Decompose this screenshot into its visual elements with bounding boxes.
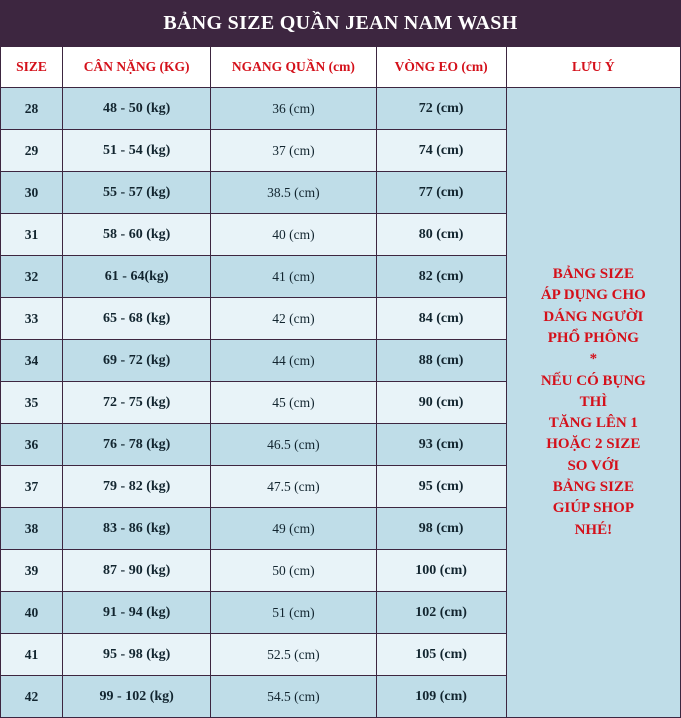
cell-weight: 87 - 90 (kg)	[63, 550, 211, 592]
cell-size: 36	[1, 424, 63, 466]
cell-vong-eo: 88 (cm)	[376, 340, 506, 382]
cell-vong-eo: 84 (cm)	[376, 298, 506, 340]
cell-weight: 99 - 102 (kg)	[63, 676, 211, 718]
note-line: PHỔ PHÔNG	[547, 329, 639, 346]
cell-weight: 95 - 98 (kg)	[63, 634, 211, 676]
cell-weight: 69 - 72 (kg)	[63, 340, 211, 382]
note-line: BẢNG SIZE	[552, 266, 634, 283]
cell-ngang-quan: 36 (cm)	[211, 88, 376, 130]
note-line: ÁP DỤNG CHO	[540, 287, 646, 304]
cell-size: 40	[1, 592, 63, 634]
cell-vong-eo: 100 (cm)	[376, 550, 506, 592]
cell-ngang-quan: 45 (cm)	[211, 382, 376, 424]
cell-ngang-quan: 51 (cm)	[211, 592, 376, 634]
cell-ngang-quan: 40 (cm)	[211, 214, 376, 256]
column-header-weight: CÂN NẶNG (KG)	[63, 47, 211, 88]
column-header-ngang-quan: NGANG QUẦN (cm)	[211, 47, 376, 88]
note-line: DÁNG NGƯỜI	[543, 308, 644, 325]
cell-ngang-quan: 41 (cm)	[211, 256, 376, 298]
cell-size: 32	[1, 256, 63, 298]
cell-vong-eo: 77 (cm)	[376, 172, 506, 214]
size-table	[0, 46, 681, 718]
table-row	[1, 88, 681, 130]
cell-ngang-quan: 47.5 (cm)	[211, 466, 376, 508]
cell-size: 39	[1, 550, 63, 592]
column-header-luu-y: LƯU Ý	[506, 47, 680, 88]
note-line: HOẶC 2 SIZE	[546, 436, 641, 453]
cell-weight: 65 - 68 (kg)	[63, 298, 211, 340]
cell-weight: 48 - 50 (kg)	[63, 88, 211, 130]
cell-vong-eo: 80 (cm)	[376, 214, 506, 256]
note-line: SO VỚI	[567, 457, 620, 474]
note-line: BẢNG SIZE	[552, 479, 634, 496]
page-title: BẢNG SIZE QUẦN JEAN NAM WASH	[0, 0, 681, 46]
cell-vong-eo: 109 (cm)	[376, 676, 506, 718]
cell-weight: 91 - 94 (kg)	[63, 592, 211, 634]
note-line: TĂNG LÊN 1	[548, 415, 638, 432]
cell-weight: 55 - 57 (kg)	[63, 172, 211, 214]
cell-vong-eo: 93 (cm)	[376, 424, 506, 466]
note-line: *	[589, 351, 598, 368]
table-header-row	[1, 47, 681, 88]
cell-weight: 61 - 64(kg)	[63, 256, 211, 298]
cell-weight: 58 - 60 (kg)	[63, 214, 211, 256]
cell-weight: 76 - 78 (kg)	[63, 424, 211, 466]
cell-vong-eo: 105 (cm)	[376, 634, 506, 676]
cell-vong-eo: 95 (cm)	[376, 466, 506, 508]
cell-size: 33	[1, 298, 63, 340]
cell-ngang-quan: 49 (cm)	[211, 508, 376, 550]
cell-ngang-quan: 52.5 (cm)	[211, 634, 376, 676]
cell-size: 41	[1, 634, 63, 676]
cell-vong-eo: 82 (cm)	[376, 256, 506, 298]
cell-ngang-quan: 44 (cm)	[211, 340, 376, 382]
cell-weight: 79 - 82 (kg)	[63, 466, 211, 508]
table-body	[1, 88, 681, 718]
cell-ngang-quan: 42 (cm)	[211, 298, 376, 340]
cell-size: 28	[1, 88, 63, 130]
cell-ngang-quan: 46.5 (cm)	[211, 424, 376, 466]
cell-ngang-quan: 50 (cm)	[211, 550, 376, 592]
cell-size: 35	[1, 382, 63, 424]
cell-vong-eo: 98 (cm)	[376, 508, 506, 550]
cell-ngang-quan: 37 (cm)	[211, 130, 376, 172]
cell-weight: 72 - 75 (kg)	[63, 382, 211, 424]
cell-size: 31	[1, 214, 63, 256]
cell-ngang-quan: 54.5 (cm)	[211, 676, 376, 718]
note-line: NẾU CÓ BỤNG	[540, 372, 646, 389]
cell-vong-eo: 74 (cm)	[376, 130, 506, 172]
cell-weight: 83 - 86 (kg)	[63, 508, 211, 550]
cell-size: 37	[1, 466, 63, 508]
cell-vong-eo: 90 (cm)	[376, 382, 506, 424]
cell-vong-eo: 102 (cm)	[376, 592, 506, 634]
cell-size: 38	[1, 508, 63, 550]
cell-size: 42	[1, 676, 63, 718]
note-panel	[506, 88, 680, 718]
note-line: GIÚP SHOP	[552, 500, 634, 517]
cell-vong-eo: 72 (cm)	[376, 88, 506, 130]
note-line: NHÉ!	[574, 521, 613, 538]
note-line: THÌ	[579, 393, 608, 410]
cell-size: 29	[1, 130, 63, 172]
column-header-vong-eo: VÒNG EO (cm)	[376, 47, 506, 88]
cell-size: 30	[1, 172, 63, 214]
cell-size: 34	[1, 340, 63, 382]
cell-weight: 51 - 54 (kg)	[63, 130, 211, 172]
table-header	[1, 47, 681, 88]
column-header-size: SIZE	[1, 47, 63, 88]
cell-ngang-quan: 38.5 (cm)	[211, 172, 376, 214]
